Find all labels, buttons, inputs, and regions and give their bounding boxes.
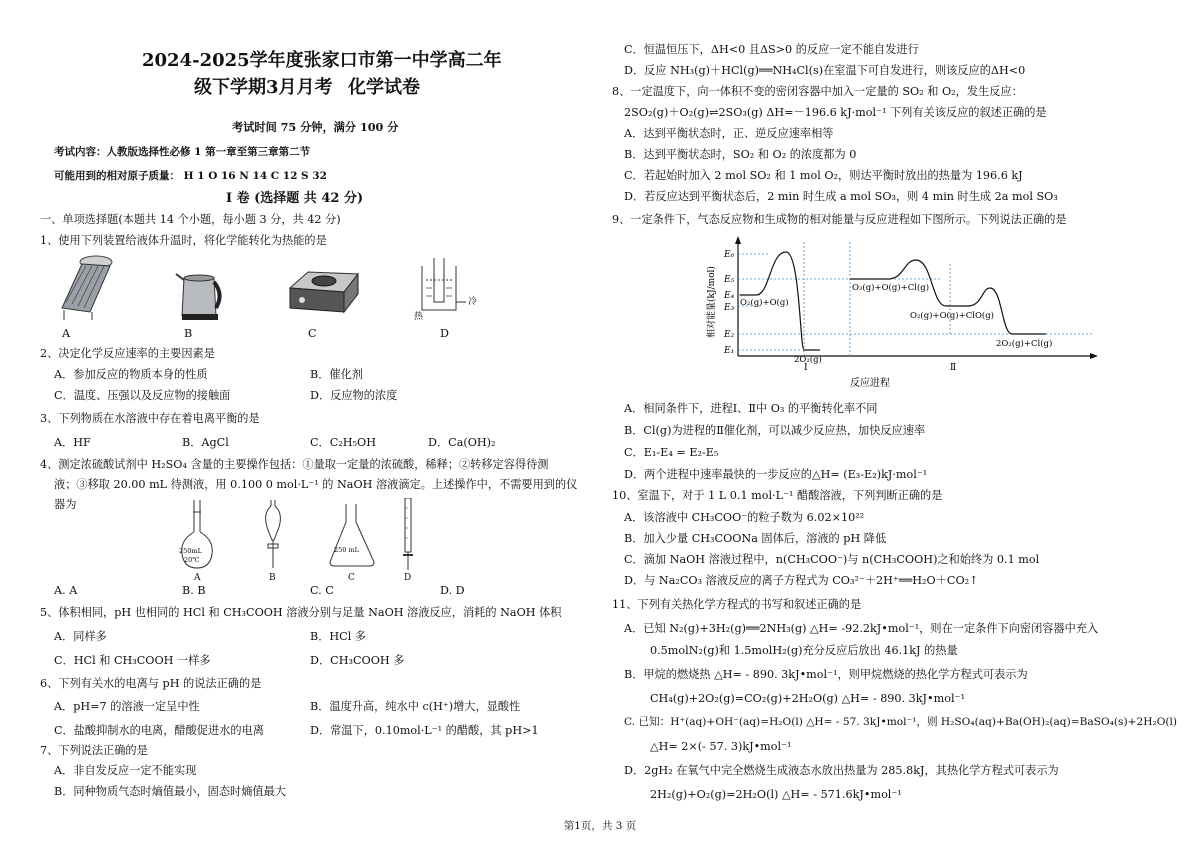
q4-stem-3: 器为 bbox=[54, 498, 77, 511]
title-line-2: 级下学期3月月考 bbox=[194, 77, 333, 98]
q11-stem: 11、下列有关热化学方程式的书写和叙述正确的是 bbox=[612, 598, 862, 611]
q6-stem: 6、下列有关水的电离与 pH 的说法正确的是 bbox=[40, 677, 262, 690]
q11-option-c-line-1: C. 已知：H⁺(aq)+OH⁻(aq)=H₂O(l) △H= - 57. 3kJ•mol⁻¹，则 H₂SO₄(aq)+Ba(OH)₂(aq)=BaSO₄(s)+2H₂O(l) bbox=[624, 716, 1178, 728]
q1-label-d: D bbox=[440, 327, 449, 340]
subject-title: 化学试卷 bbox=[348, 77, 420, 98]
q1-label-b: B bbox=[184, 327, 193, 340]
x-axis-arrow-icon bbox=[1090, 353, 1098, 359]
x-axis-label: 反应进程 bbox=[850, 378, 890, 389]
volumetric-flask-temp: 20℃ bbox=[184, 556, 200, 564]
q4-option-d: D. D bbox=[440, 584, 465, 597]
y-axis-arrow-icon bbox=[735, 236, 741, 244]
q4-fig-label-b: B bbox=[269, 573, 276, 583]
species-o2-o: O₂(g)+O(g) bbox=[740, 298, 789, 308]
gas-stove-figure bbox=[286, 266, 360, 320]
q11-option-b-line-1: B．甲烷的燃烧热 △H= - 890. 3kJ•mol⁻¹，则甲烷燃烧的热化学方程式可表示为 bbox=[624, 668, 1028, 681]
atomic-masses: 可能用到的相对原子质量： H 1 O 16 N 14 C 12 S 32 bbox=[54, 170, 327, 182]
species-2o2-cl: 2O₂(g)+Cl(g) bbox=[996, 339, 1053, 349]
erlenmeyer-flask-figure bbox=[326, 502, 378, 568]
q5-stem: 5、体积相同，pH 也相同的 HCl 和 CH₃COOH 溶液分别与足量 NaOH 溶液反应，消耗的 NaOH 体积 bbox=[40, 606, 562, 619]
section-title: Ⅰ 卷 (选择题 共 42 分) bbox=[226, 191, 364, 206]
content-scope: 考试内容：人教版选择性必修 1 第一章至第三章第二节 bbox=[54, 146, 311, 158]
q6-option-c: C．盐酸抑制水的电离，醋酸促进水的电离 bbox=[54, 724, 264, 737]
q3-stem: 3、下列物质在水溶液中存在着电离平衡的是 bbox=[40, 412, 260, 425]
q7-stem: 7、下列说法正确的是 bbox=[40, 744, 148, 757]
species-o3-o-cl: O₃(g)+O(g)+Cl(g) bbox=[852, 283, 930, 293]
erlenmeyer-flask-volume: 250 mL bbox=[334, 546, 359, 554]
q9-option-c: C．E₁-E₄ = E₂-E₅ bbox=[624, 446, 719, 459]
process-label-1: Ⅰ bbox=[804, 363, 808, 373]
page-number: 第1页，共 3 页 bbox=[563, 820, 637, 832]
q9-option-d: D．两个进程中速率最快的一步反应的△H= (E₃-E₂)kJ·mol⁻¹ bbox=[624, 468, 928, 481]
q4-fig-label-c: C bbox=[348, 573, 355, 583]
q10-option-d: D．与 Na₂CO₃ 溶液反应的离子方程式为 CO₃²⁻＋2H⁺══H₂O＋CO₂↑ bbox=[624, 574, 979, 587]
q8-stem-2: 2SO₂(g)＋O₂(g)⇌2SO₃(g) ΔH=－196.6 kJ·mol⁻¹ 下列有关该反应的叙述正确的是 bbox=[624, 106, 1047, 119]
q2-option-d: D．反应物的浓度 bbox=[310, 389, 398, 402]
q6-option-b: B．温度升高，纯水中 c(H⁺)增大，显酸性 bbox=[310, 700, 521, 713]
part-one-heading: 一、单项选择题(本题共 14 个小题，每小题 3 分，共 42 分) bbox=[40, 213, 341, 226]
q1-stem: 1、使用下列装置给液体升温时，将化学能转化为热能的是 bbox=[40, 234, 327, 247]
q3-option-a: A．HF bbox=[54, 436, 91, 449]
y-axis-label: 相对能量(kJ/mol) bbox=[707, 266, 717, 338]
q4-fig-label-a: A bbox=[194, 573, 201, 583]
exam-info: 考试时间 75 分钟，满分 100 分 bbox=[232, 120, 399, 134]
beaker-cold-label: 冷 bbox=[468, 297, 478, 307]
q8-option-a: A．达到平衡状态时，正、逆反应速率相等 bbox=[624, 127, 834, 140]
q7-option-d: D．反应 NH₃(g)＋HCl(g)══NH₄Cl(s)在室温下可自发进行，则该反应的ΔH<0 bbox=[624, 64, 1026, 77]
q7-option-b: B．同种物质气态时熵值最小，固态时熵值最大 bbox=[54, 785, 286, 798]
burette-figure bbox=[400, 498, 416, 572]
q3-option-d: D．Ca(OH)₂ bbox=[428, 436, 496, 449]
q4-stem-2: 液；③移取 20.00 mL 待测液，用 0.100 0 mol·L⁻¹ 的 NaOH 溶液滴定。上述操作中，不需要用到的仪 bbox=[54, 478, 578, 491]
energy-profile-diagram bbox=[700, 234, 1100, 392]
q2-stem: 2、决定化学反应速率的主要因素是 bbox=[40, 347, 215, 360]
q11-option-d-line-2: 2H₂(g)+O₂(g)=2H₂O(l) △H= - 571.6kJ•mol⁻¹ bbox=[650, 788, 902, 801]
species-2o2: 2O₂(g) bbox=[794, 355, 822, 365]
q11-option-d-line-1: D．2gH₂ 在氧气中完全燃烧生成液态水放出热量为 285.8kJ，其热化学方程式可表示为 bbox=[624, 764, 1059, 777]
q2-option-a: A．参加反应的物质本身的性质 bbox=[54, 368, 208, 381]
q8-option-b: B．达到平衡状态时，SO₂ 和 O₂ 的浓度都为 0 bbox=[624, 148, 857, 161]
q5-option-c: C．HCl 和 CH₃COOH 一样多 bbox=[54, 654, 211, 667]
q7-option-a: A．非自发反应一定不能实现 bbox=[54, 764, 197, 777]
q5-option-d: D．CH₃COOH 多 bbox=[310, 654, 405, 667]
energy-label-e4: E₄ bbox=[724, 291, 735, 301]
q3-option-b: B．AgCl bbox=[182, 436, 229, 449]
process-2-curve bbox=[850, 260, 1046, 334]
q11-option-a-line-2: 0.5molN₂(g)和 1.5molH₂(g)充分反应后放出 46.1kJ 的热量 bbox=[650, 644, 958, 657]
q2-option-b: B．催化剂 bbox=[310, 368, 363, 381]
q9-option-a: A．相同条件下，进程Ⅰ、Ⅱ中 O₃ 的平衡转化率不同 bbox=[624, 402, 878, 415]
q1-label-c: C bbox=[308, 327, 317, 340]
q8-option-c: C．若起始时加入 2 mol SO₂ 和 1 mol O₂，则达平衡时放出的热量为 196.6 kJ bbox=[624, 169, 1023, 182]
q11-option-a-line-1: A．已知 N₂(g)+3H₂(g)══2NH₃(g) △H= -92.2kJ•mol⁻¹，则在一定条件下向密闭容器中充入 bbox=[624, 622, 1099, 635]
volumetric-flask-volume: 250mL bbox=[179, 547, 202, 555]
q4-option-b: B. B bbox=[182, 584, 206, 597]
energy-label-e2: E₂ bbox=[724, 330, 735, 340]
q4-option-c: C. C bbox=[310, 584, 334, 597]
energy-label-e5: E₅ bbox=[724, 275, 735, 285]
q10-option-a: A．该溶液中 CH₃COO⁻的粒子数为 6.02×10²² bbox=[624, 511, 865, 524]
q4-option-a: A. A bbox=[54, 584, 78, 597]
q10-option-c: C．滴加 NaOH 溶液过程中，n(CH₃COO⁻)与 n(CH₃COOH)之和始终为 0.1 mol bbox=[624, 553, 1040, 566]
separatory-funnel-figure bbox=[258, 500, 288, 570]
q8-stem-1: 8、一定温度下，向一体积不变的密闭容器中加入一定量的 SO₂ 和 O₂，发生反应： bbox=[612, 85, 1023, 98]
energy-label-e1: E₁ bbox=[724, 346, 735, 356]
q1-label-a: A bbox=[62, 327, 71, 340]
q4-fig-label-d: D bbox=[404, 573, 412, 583]
q8-option-d: D．若反应达到平衡状态后，2 min 时生成 a mol SO₃，则 4 min 时生成 2a mol SO₃ bbox=[624, 190, 1058, 203]
q9-option-b: B．Cl(g)为进程的Ⅱ催化剂，可以减少反应热，加快反应速率 bbox=[624, 424, 926, 437]
q5-option-b: B．HCl 多 bbox=[310, 630, 367, 643]
q11-option-b-line-2: CH₄(g)+2O₂(g)=CO₂(g)+2H₂O(g) △H= - 890. 3kJ•mol⁻¹ bbox=[650, 692, 965, 705]
q10-stem: 10、室温下，对于 1 L 0.1 mol·L⁻¹ 醋酸溶液，下列判断正确的是 bbox=[612, 489, 943, 502]
species-o2-o-clo: O₂(g)+O(g)+ClO(g) bbox=[910, 311, 994, 321]
electric-kettle-figure bbox=[174, 264, 224, 322]
q3-option-c: C．C₂H₅OH bbox=[310, 436, 376, 449]
solar-heater-figure bbox=[56, 252, 114, 322]
q11-option-c-line-2: △H= 2×(- 57. 3)kJ•mol⁻¹ bbox=[650, 740, 792, 753]
left-column bbox=[36, 0, 592, 847]
energy-label-e6: E₆ bbox=[724, 250, 735, 260]
q6-option-d: D．常温下，0.10mol·L⁻¹ 的醋酸，其 pH>1 bbox=[310, 724, 539, 737]
q6-option-a: A．pH=7 的溶液一定呈中性 bbox=[54, 700, 200, 713]
beaker-hot-label: 热 bbox=[414, 312, 424, 322]
q9-stem: 9、一定条件下，气态反应物和生成物的相对能量与反应进程如下图所示。下列说法正确的是 bbox=[612, 213, 1067, 226]
q10-option-b: B．加入少量 CH₃COONa 固体后，溶液的 pH 降低 bbox=[624, 532, 887, 545]
right-column bbox=[612, 0, 1178, 847]
q4-stem-1: 4、测定浓硫酸试剂中 H₂SO₄ 含量的主要操作包括：①量取一定量的浓硫酸，稀释；②转移定容得待测 bbox=[40, 458, 549, 471]
energy-label-e3: E₃ bbox=[724, 303, 735, 313]
q2-option-c: C．温度、压强以及反应物的接触面 bbox=[54, 389, 231, 402]
q5-option-a: A．同样多 bbox=[54, 630, 107, 643]
title-line-1: 2024-2025学年度张家口市第一中学高二年 bbox=[142, 50, 502, 71]
process-label-2: Ⅱ bbox=[950, 363, 957, 373]
q7-option-c: C．恒温恒压下，ΔH<0 且ΔS>0 的反应一定不能自发进行 bbox=[624, 43, 919, 56]
